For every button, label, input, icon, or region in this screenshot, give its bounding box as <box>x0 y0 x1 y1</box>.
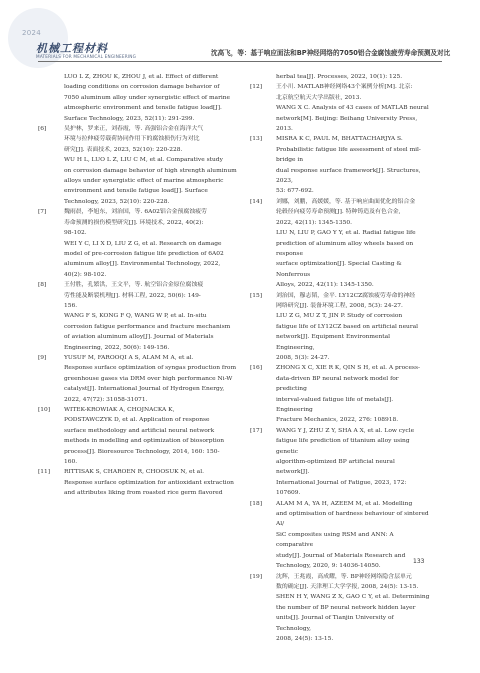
reference-text-line: 网络研究[J]. 装备环境工程, 2008, 5(3): 24-27. <box>276 302 403 309</box>
journal-logo-emblem <box>8 8 68 68</box>
reference-text-line: YUSUF M, FAROOQI A S, ALAM M A, et al. <box>64 354 194 361</box>
reference-text-line: and optimisation of hardness behaviour of sintered Al/ <box>276 511 429 528</box>
reference-text-line: MISRA K C, PAUL M, BHATTACHARJYA S. <box>276 136 403 143</box>
reference-number: [17] <box>250 427 263 434</box>
reference-entry <box>38 280 264 353</box>
reference-text-line: dual response surface framework[J]. Structures, 2023, <box>276 167 421 185</box>
reference-text-line: Technology, 2023, 52(10): 220-228. <box>64 198 170 205</box>
reference-text-line: algorithm-optimized BP artificial neural network[J]. <box>276 459 395 476</box>
reference-entry <box>250 363 430 425</box>
running-title: 沈高飞，等：基于响应面法和BP神经网络的7050铝合金腐蚀疲劳寿命预测及对比 <box>211 49 451 57</box>
reference-number: [13] <box>250 136 263 143</box>
reference-number: [8] <box>38 282 47 289</box>
reference-text-line: 2008, 24(5): 13-15. <box>276 635 334 642</box>
reference-number: [11] <box>38 469 51 476</box>
reference-text-line: surface methodology and artificial neural network <box>64 427 215 434</box>
reference-text-line: 寿命预测的损伤模型研究[J]. 环境技术, 2022, 40(2): <box>64 219 204 226</box>
reference-text-line: aluminum alloy[J]. Environmental Technology, 2022, <box>64 261 221 268</box>
reference-text-line: SiC composites using RSM and ANN: A comparative <box>276 531 394 549</box>
reference-text-line: 吴护林，罗来正，刘春霞，等. 高强铝合金在海洋大气 <box>64 126 204 133</box>
reference-text-line: WEI Y C, LI X D, LIU Z G, et al. Research on damage <box>64 240 222 247</box>
reference-text-line: 劳性能及断裂机理[J]. 材料工程, 2022, 50(6): 149- <box>64 292 201 299</box>
reference-text-line: on corrosion damage behavior of high strength aluminum <box>64 167 237 174</box>
reference-text-line: process[J]. Bioresource Technology, 2014, 160: 150- <box>64 448 220 455</box>
reference-text-line: 7050 aluminum alloy under synergistic effect of marine <box>64 94 231 101</box>
reference-text-line: 刘治国，穆志韬，金平. LY12CZ腐蚀疲劳寿命的神经 <box>276 292 416 299</box>
reference-text-line: SHEN H Y, WANG Z X, GAO C Y, et al. Determining <box>276 594 430 601</box>
page-number: 133 <box>413 558 425 565</box>
reference-text-line: data-driven BP neural network model for predicting <box>276 375 399 393</box>
reference-text-line: atmospheric environment and tensile fatigue load[J]. <box>64 105 222 112</box>
header-divider <box>38 61 442 62</box>
reference-number: [15] <box>250 292 263 299</box>
reference-number: [7] <box>38 209 47 216</box>
reference-text-line: 魏雨晨，李旭东，刘治国，等. 6A02铝合金预腐蚀疲劳 <box>64 209 207 216</box>
reference-entry <box>250 134 430 196</box>
reference-text-line: 环境与拉伸疲劳载荷协同作用下的腐蚀损伤行为对比 <box>64 136 200 143</box>
reference-entry <box>38 353 264 405</box>
reference-text-line: methods in modelling and optimization of biosorption <box>64 438 225 445</box>
reference-text-line: 2022, 42(11): 1345-1350. <box>276 219 353 226</box>
reference-text-line: WANG X C. Analysis of 43 cases of MATLAB neural <box>276 105 429 112</box>
reference-text-line: units[J]. Journal of Tianjin University of Technology, <box>276 615 394 632</box>
reference-text-line: 研究[J]. 表面技术, 2023, 52(10): 220-228. <box>64 146 183 153</box>
reference-number: [18] <box>250 500 263 507</box>
reference-text-line: network[M]. Beijing: Beihang University Press, 2013. <box>276 115 418 133</box>
reference-text-line: fatigue life of LY12CZ based on artificial neural <box>276 323 419 330</box>
reference-text-line: loading conditions on corrosion damage behavior of <box>64 84 220 91</box>
reference-text-line: Response surface optimization for antioxidant extraction <box>64 479 234 486</box>
page-header <box>0 0 480 59</box>
reference-text-line: 160. <box>64 459 78 466</box>
reference-text-line: 轮毂径向疲劳寿命预测[J]. 特种铸造及有色合金, <box>276 209 401 216</box>
reference-entry <box>64 72 264 124</box>
reference-entry <box>250 291 430 364</box>
reference-text-line: the number of BP neural network hidden layer <box>276 604 416 611</box>
reference-text-line: alloys under synergistic effect of marine atmospheric <box>64 178 224 185</box>
reference-text-line: corrosion fatigue performance and fracture mechanism <box>64 323 231 330</box>
reference-text-line: Engineering, 2022, 50(6): 149-156. <box>64 344 170 351</box>
reference-text-line: 王付胜，孔繁洪，王文平，等. 航空铝合金原位腐蚀疲 <box>64 282 204 289</box>
reference-entry <box>250 197 430 291</box>
references-left-column <box>38 72 264 499</box>
reference-text-line: 沈辉，王兆霞，高成耀，等. BP神经网络隐含层单元 <box>276 573 412 580</box>
reference-text-line: model of pre-corrosion fatigue life prediction of 6A02 <box>64 250 224 257</box>
reference-text-line: Surface Technology, 2023, 52(11): 291-299. <box>64 115 195 122</box>
reference-text-line: 王小川. MATLAB神经网络43个案例分析[M]. 北京: <box>276 84 413 91</box>
reference-text-line: and attributes liking from roasted rice germ flavored <box>64 490 223 497</box>
reference-text-line: LIU N, LIU P, GAO Y Y, et al. Radial fatigue life <box>276 230 416 237</box>
reference-text-line: RITTISAK S, CHAROEN R, CHOOSUK N, et al. <box>64 469 204 476</box>
reference-text-line: Fracture Mechanics, 2022, 276: 108918. <box>276 417 399 424</box>
reference-text-line: WANG Y J, ZHU Z Y, SHA A X, et al. Low cycle <box>276 427 415 434</box>
reference-text-line: 98-102. <box>64 230 87 237</box>
references-right-column <box>250 72 430 644</box>
reference-text-line: WANG F S, KONG F Q, WANG W P, et al. In-situ <box>64 313 207 320</box>
reference-text-line: Technology, 2020, 9: 14036-14050. <box>276 563 381 570</box>
reference-text-line: PODSTAWCZYK D, et al. Application of response <box>64 417 210 424</box>
reference-entry <box>38 207 264 280</box>
reference-text-line: 156. <box>64 302 78 309</box>
reference-text-line: network[J]. Equipment Environmental Engineering, <box>276 334 391 351</box>
reference-text-line: 北京航空航天大学出版社, 2013. <box>276 94 362 101</box>
reference-entry <box>250 499 430 572</box>
reference-text-line: LUO L Z, ZHOU K, ZHOU J, et al. Effect of different <box>64 74 219 80</box>
reference-text-line: 40(2): 98-102. <box>64 271 107 278</box>
reference-entry <box>250 82 430 134</box>
reference-text-line: WITEK-KROWIAK A, CHOJNACKA K, <box>64 407 175 413</box>
reference-text-line: International Journal of Fatigue, 2023, 172: 107609. <box>276 479 407 497</box>
reference-number: [16] <box>250 365 263 372</box>
journal-logo-year: 2024 <box>22 29 42 37</box>
reference-entry <box>250 426 430 499</box>
reference-text-line: Probabilistic fatigue life assessment of steel mil-bridge in <box>276 146 421 164</box>
reference-entry <box>38 467 264 498</box>
reference-text-line: Alloys, 2022, 42(11): 1345-1350. <box>276 282 374 289</box>
reference-number: [14] <box>250 198 263 205</box>
reference-entry <box>250 572 430 645</box>
journal-logo-subtitle: MATERIALS FOR MECHANICAL ENGINEERING <box>36 54 137 59</box>
reference-text-line: WU H L, LUO L Z, LIU C M, et al. Comparative study <box>64 157 223 164</box>
reference-text-line: 数的确定[J]. 天津理工大学学报, 2008, 24(5): 13-15. <box>276 583 419 590</box>
reference-text-line: study[J]. Journal of Materials Research and <box>276 552 406 559</box>
reference-number: [10] <box>38 407 51 413</box>
reference-number: [19] <box>250 573 263 580</box>
reference-text-line: ALAM M A, YA H, AZEEM M, et al. Modelling <box>276 500 413 507</box>
reference-text-line: interval-valued fatigue life of metals[J]. Engineering <box>276 396 394 413</box>
reference-text-line: catalyst[J]. International Journal of Hydrogen Energy, <box>64 386 225 393</box>
reference-number: [6] <box>38 126 47 133</box>
reference-text-line: of aviation aluminum alloy[J]. Journal of Materials <box>64 334 214 341</box>
reference-entry <box>38 124 264 207</box>
reference-text-line: ZHONG X C, XIE R K, QIN S H, et al. A process- <box>276 365 420 372</box>
reference-text-line: Response surface optimization of syngas production from <box>64 365 237 372</box>
reference-text-line: 2008, 5(3): 24-27. <box>276 354 330 361</box>
reference-text-line: LIU Z G, MU Z T, JIN P. Study of corrosion <box>276 313 403 320</box>
reference-entry <box>250 72 430 82</box>
reference-text-line: prediction of aluminum alloy wheels based on response <box>276 240 414 257</box>
reference-text-line: environment and tensile fatigue load[J]. Surface <box>64 188 208 195</box>
reference-text-line: 2022, 47(72): 31058-31071. <box>64 396 148 403</box>
reference-text-line: 53: 677-692. <box>276 188 314 195</box>
reference-text-line: fatigue life prediction of titanium alloy using genetic <box>276 438 410 455</box>
reference-text-line: surface optimization[J]. Special Casting & Nonferrous <box>276 261 402 278</box>
reference-text-line: 刘娜，刘鹏，高媛媛，等. 基于响应曲面优化的铝合金 <box>276 198 416 205</box>
reference-number: [9] <box>38 354 47 361</box>
journal-logo-title: 机械工程材料 <box>36 42 108 55</box>
reference-text-line: greenhouse gases via DRM over high performance Ni-W <box>64 375 233 382</box>
reference-text-line: herbal tea[J]. Processes, 2022, 10(1): 125. <box>276 74 403 80</box>
reference-entry <box>38 405 264 467</box>
reference-number: [12] <box>250 84 263 91</box>
